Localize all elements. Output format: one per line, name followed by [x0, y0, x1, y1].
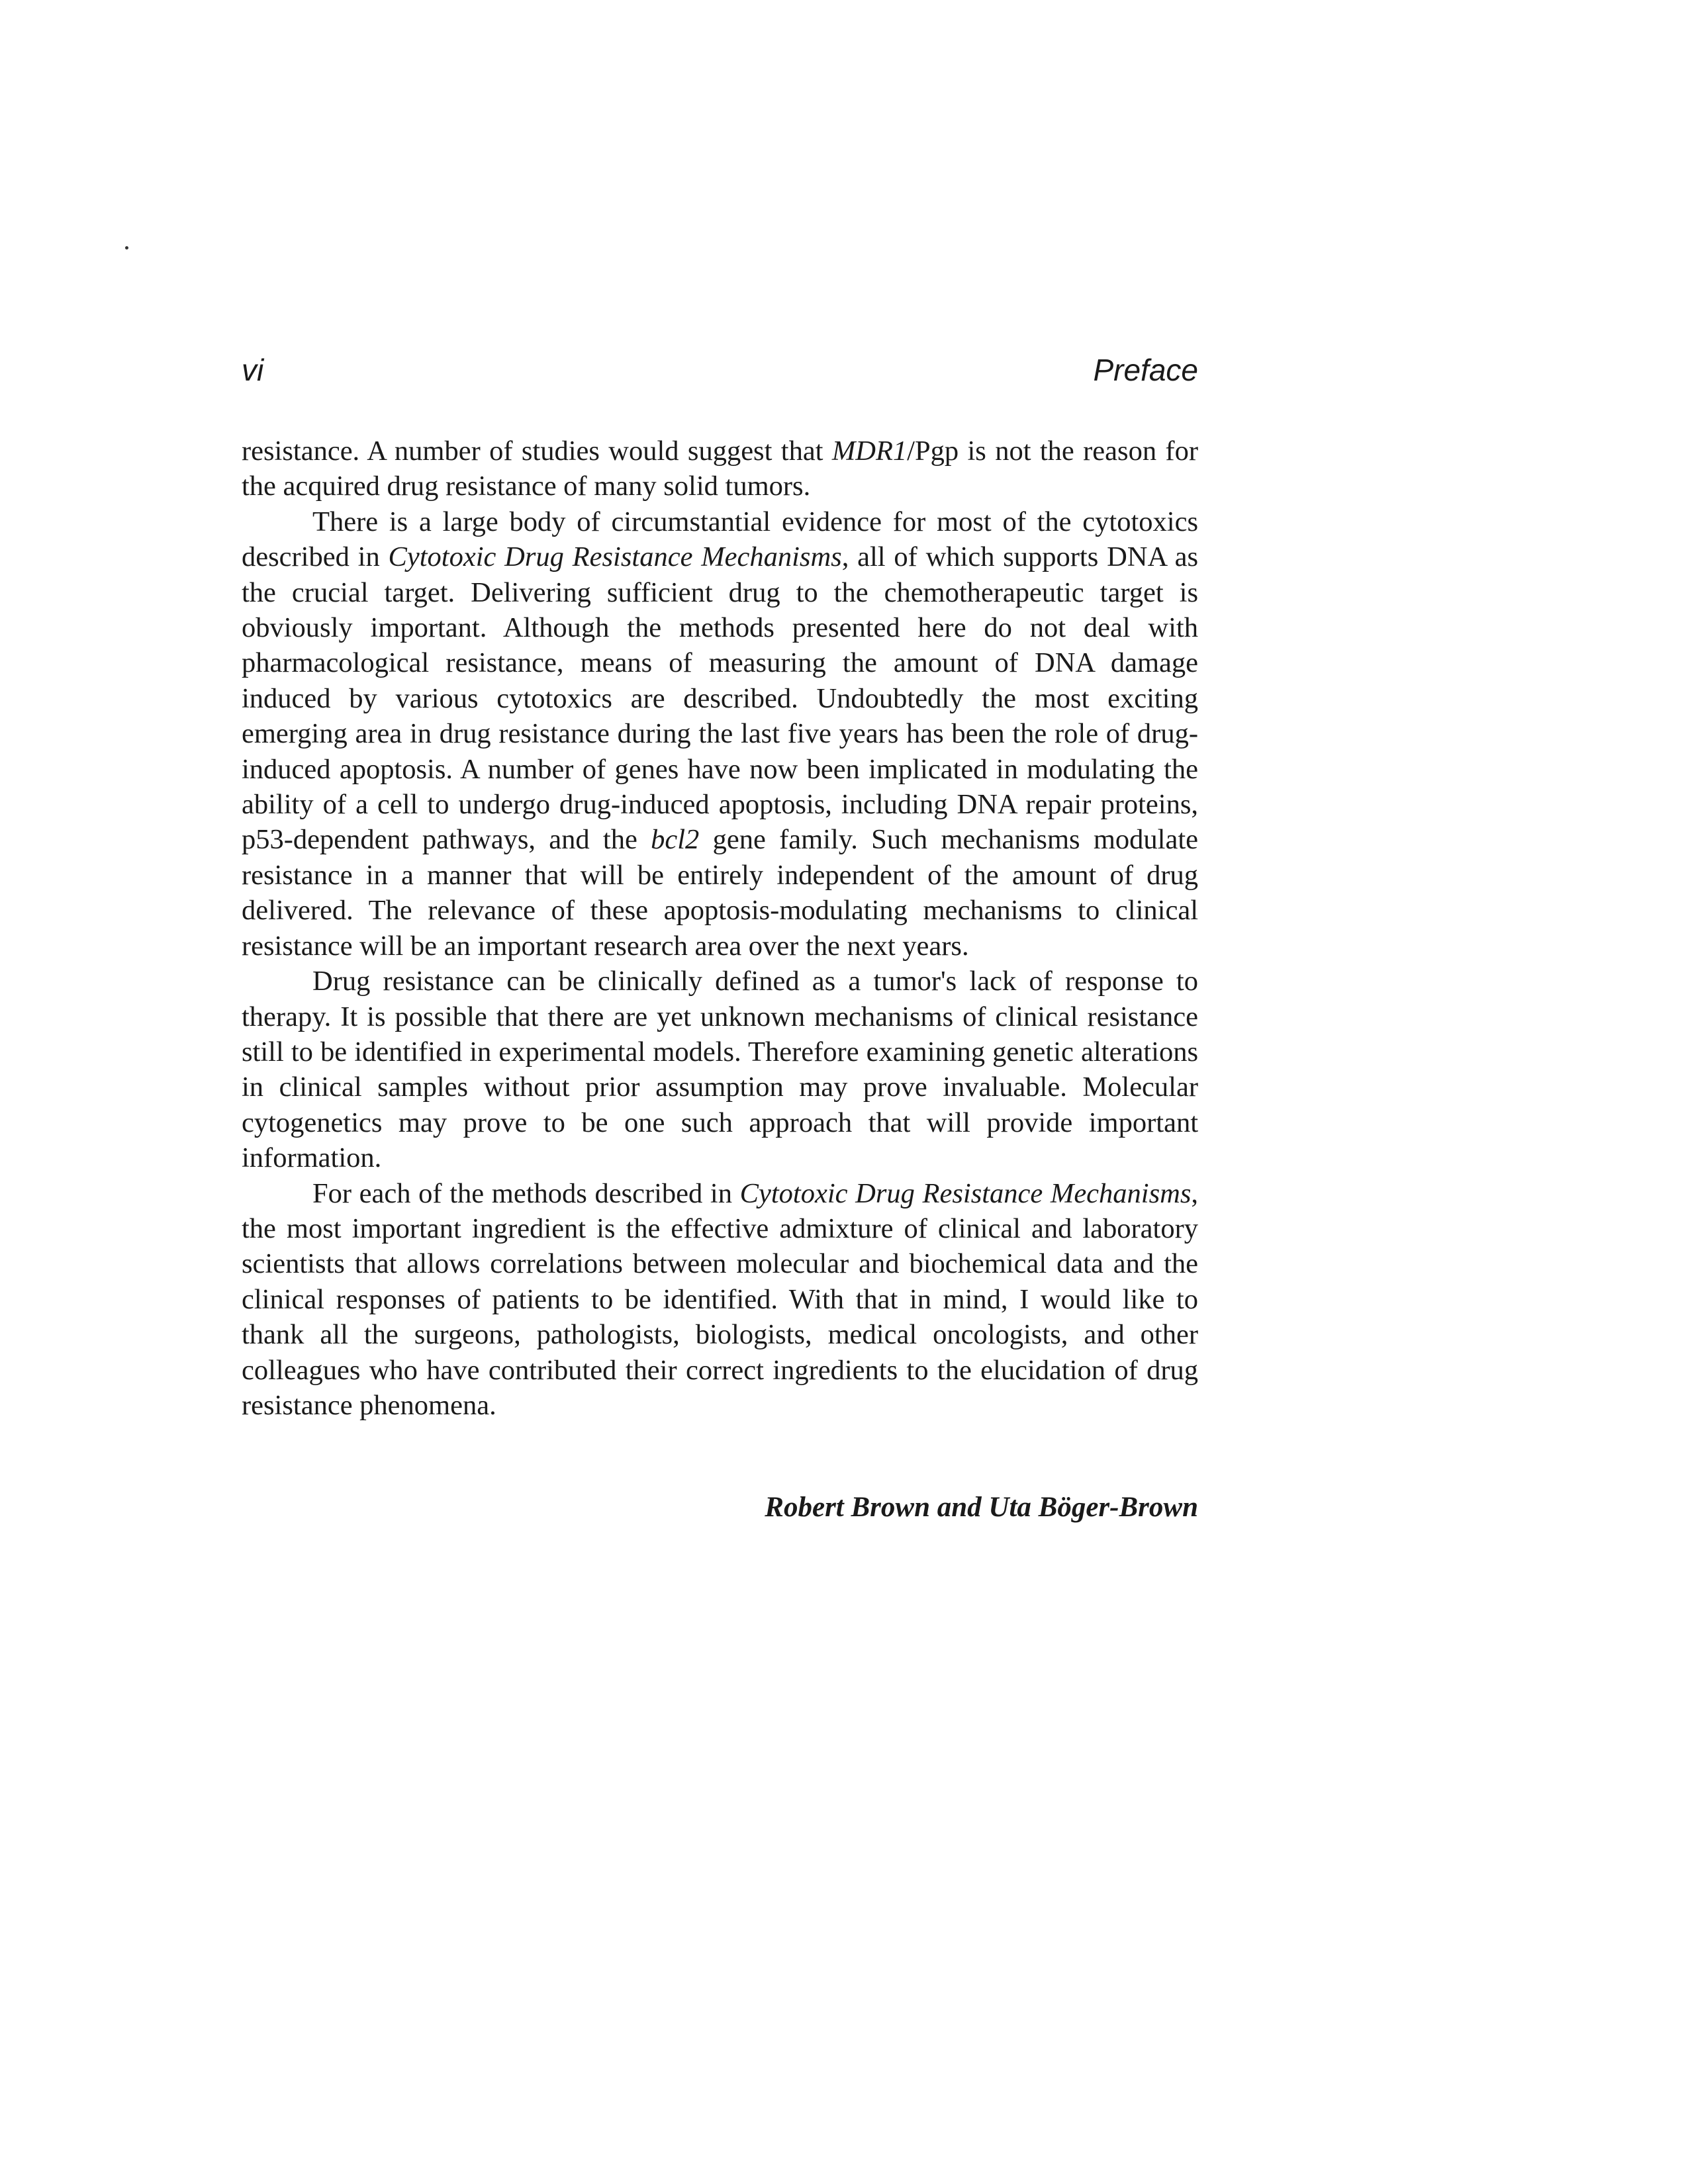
paragraph-4-text-b: , the most important ingredient is the effective admixture of clinical and laboratory scientists that allows correlations between molecular and biochemical data and the clinical responses of patients to be identified. With that in mind, I would like to thank all the surgeons, pathologists, biologists, medical oncologists, and other colleagues who have contributed their correct ingredients to the elucidation of drug resistance phenomena. — [242, 1177, 1198, 1421]
page-number: vi — [242, 353, 264, 387]
paragraph-2-text-a: There is a large body of circumstantial evidence for most of the cytotoxics described in — [242, 506, 1198, 573]
paragraph-3-text: Drug resistance can be clinically defined as a tumor's lack of response to therapy. It is possible that there are yet unknown mechanisms of clinical resistance still to be identified in experimental models. Therefore examining genetic alterations in clinical samples without prior assumption may prove invaluable. Molecular cytogenetics may prove to be one such approach that will provide important information. — [242, 966, 1198, 1174]
paragraph-1-text-a: resistance. A number of studies would suggest that — [242, 435, 832, 467]
section-title: Preface — [1093, 353, 1198, 387]
preface-body — [242, 433, 1198, 1423]
paragraph-2-text-c: gene family. Such mechanisms modulate resistance in a manner that will be entirely independent of the amount of drug delivered. The relevance of these apoptosis-modulating mechanisms to clinical resistance will be an important research area over the next years. — [242, 824, 1198, 962]
book-title: Cytotoxic Drug Resistance Mechanisms — [388, 541, 842, 573]
paragraph-3 — [242, 964, 1198, 1175]
running-head — [242, 352, 1198, 398]
paragraph-2 — [242, 504, 1198, 964]
paragraph-2-text-b: , all of which supports DNA as the crucial target. Delivering sufficient drug to the chemotherapeutic target is obviously important. Although the methods presented here do not deal with pharmacological resistance, means of measuring the amount of DNA damage induced by various cytotoxics are described. Undoubtedly the most exciting emerging area in drug resistance during the last five years has been the role of drug-induced apoptosis. A number of genes have now been implicated in modulating the ability of a cell to undergo drug-induced apoptosis, including DNA repair proteins, p53-dependent pathways, and the — [242, 541, 1199, 856]
paragraph-1-text-b: /Pgp is not the reason for the acquired drug resistance of many solid tumors. — [242, 435, 1198, 502]
paragraph-4 — [242, 1176, 1198, 1424]
scan-speck — [125, 246, 128, 250]
paragraph-1 — [242, 433, 1198, 504]
gene-name-bcl2: bcl2 — [651, 824, 700, 856]
book-title: Cytotoxic Drug Resistance Mechanisms — [739, 1177, 1192, 1209]
author-signature: Robert Brown and Uta Böger-Brown — [765, 1492, 1198, 1523]
paragraph-4-text-a: For each of the methods described in — [312, 1177, 740, 1209]
gene-name-mdr1: MDR1 — [831, 435, 908, 467]
